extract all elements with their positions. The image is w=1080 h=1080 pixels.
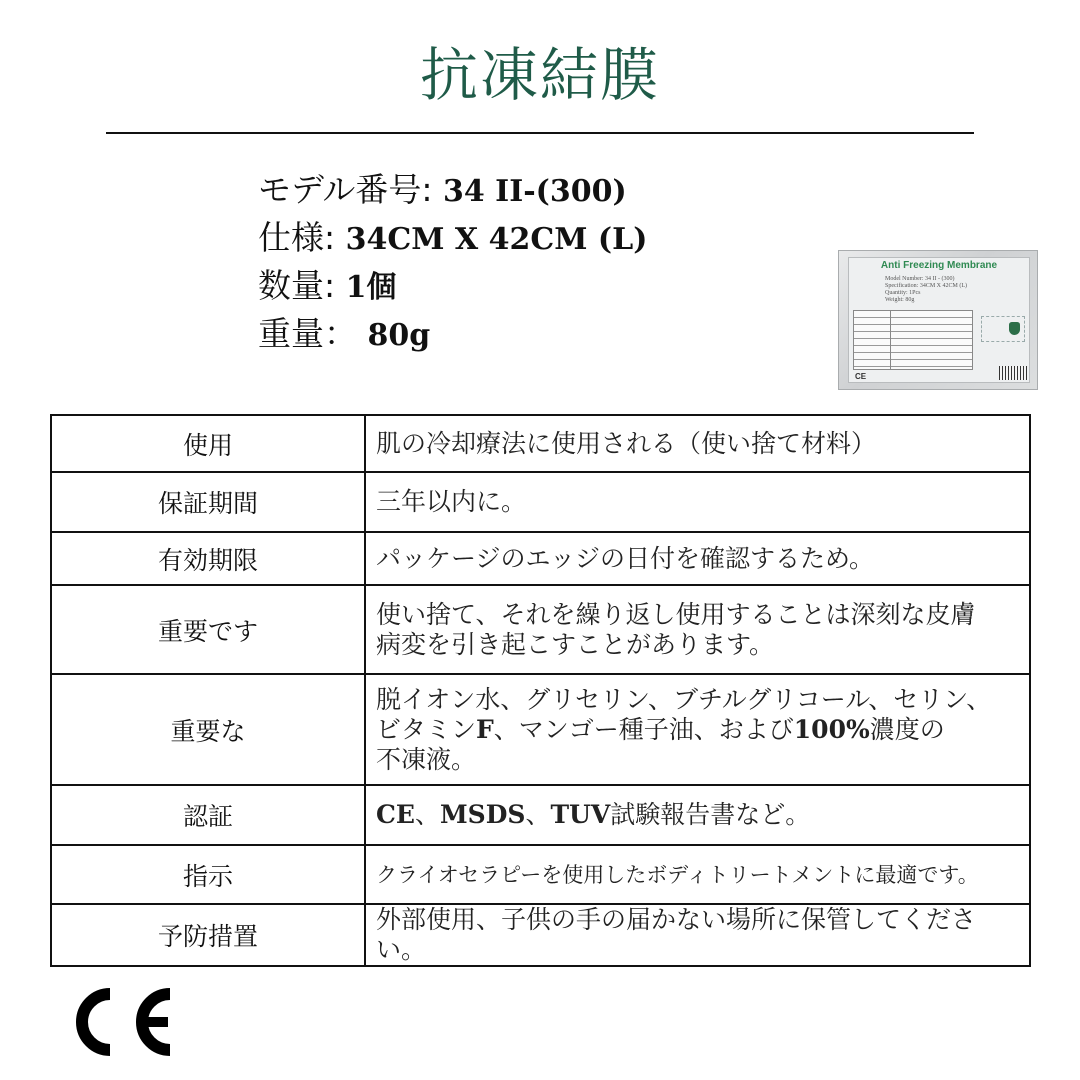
package-meta-line: Specification: 34CM X 42CM (L): [885, 283, 967, 289]
spec-model-value: 34 II-(300): [442, 174, 627, 209]
package-meta-line: Weight: 80g: [885, 297, 915, 303]
spec-weight-label: 重量：: [258, 314, 357, 353]
row-value: クライオセラピーを使用したボディトリートメントに最適です。: [365, 845, 1030, 904]
spec-quantity-value: 1個: [345, 270, 397, 305]
table-row: [51, 532, 1030, 585]
row-value: 三年以内に。: [365, 472, 1030, 532]
ce-mark-icon: [66, 986, 176, 1062]
row-value-part: 試験報告書など。: [610, 800, 811, 829]
row-label: 保証期間: [51, 472, 365, 532]
spec-model-label: モデル番号:: [258, 170, 433, 209]
row-value-part: 、マンゴー種子油、および: [493, 714, 794, 744]
table-row: [51, 904, 1030, 966]
row-value-part: F: [476, 714, 494, 744]
table-row: [51, 472, 1030, 532]
row-value: [365, 674, 1030, 785]
page-title: 抗凍結膜: [419, 41, 660, 109]
row-value-part: 100%: [793, 714, 870, 744]
row-value-part: 濃度の: [869, 714, 945, 744]
spec-quantity-label: 数量:: [258, 266, 336, 305]
package-info-table: [853, 310, 973, 370]
barcode-icon: [999, 366, 1027, 380]
spec-size-value: 34CM X 42CM (L): [345, 222, 648, 257]
row-value: パッケージのエッジの日付を確認するため。: [365, 532, 1030, 585]
spec-list: [258, 166, 647, 358]
row-label: 有効期限: [51, 532, 365, 585]
row-value-line: [376, 715, 1021, 745]
row-value-line: 不凍液。: [376, 744, 477, 774]
row-value-part: ビタミン: [376, 714, 477, 744]
row-label: 予防措置: [51, 904, 365, 966]
row-value: 外部使用、子供の手の届かない場所に保管してください。: [365, 904, 1030, 966]
table-row: [51, 585, 1030, 674]
row-value-part: 、: [414, 800, 440, 829]
row-value: 肌の冷却療法に使用される（使い捨て材料）: [365, 415, 1030, 472]
product-info-table: [50, 414, 1031, 967]
row-label: 認証: [51, 785, 365, 845]
row-label: 使用: [51, 415, 365, 472]
row-value-line: 病変を引き起こすことがあります。: [376, 629, 775, 659]
product-package-image: [838, 250, 1038, 390]
title-divider: [106, 132, 974, 134]
row-value-part: TUV: [550, 800, 611, 829]
package-meta-line: Model Number: 34 II - (300): [885, 276, 955, 282]
spec-size-label: 仕様:: [258, 218, 336, 257]
package-title: Anti Freezing Membrane: [880, 260, 998, 271]
row-value: [365, 585, 1030, 674]
row-value-part: MSDS: [439, 800, 526, 829]
package-meta-line: Quantity: 1Pcs: [885, 290, 921, 296]
spec-weight: [258, 310, 647, 358]
row-value-line: 使い捨て、それを繰り返し使用することは深刻な皮膚: [376, 599, 976, 629]
table-row: [51, 415, 1030, 472]
package-label: [848, 257, 1030, 383]
package-ce-mark: CE: [855, 372, 867, 381]
spec-quantity: [258, 262, 647, 310]
row-value-part: 、: [525, 800, 551, 829]
row-label: 指示: [51, 845, 365, 904]
row-value-line: 脱イオン水、グリセリン、ブチルグリコール、セリン、: [376, 684, 992, 714]
table-row: [51, 785, 1030, 845]
row-label: 重要です: [51, 585, 365, 674]
table-row: [51, 845, 1030, 904]
row-label: 重要な: [51, 674, 365, 785]
row-value-part: CE: [376, 800, 415, 829]
package-illustration-icon: [981, 316, 1025, 342]
table-row: [51, 674, 1030, 785]
row-value: [365, 785, 1030, 845]
spec-weight-value: 80g: [367, 318, 431, 353]
spec-size: [258, 214, 647, 262]
package-meta: [885, 276, 967, 304]
spec-model: [258, 166, 647, 214]
